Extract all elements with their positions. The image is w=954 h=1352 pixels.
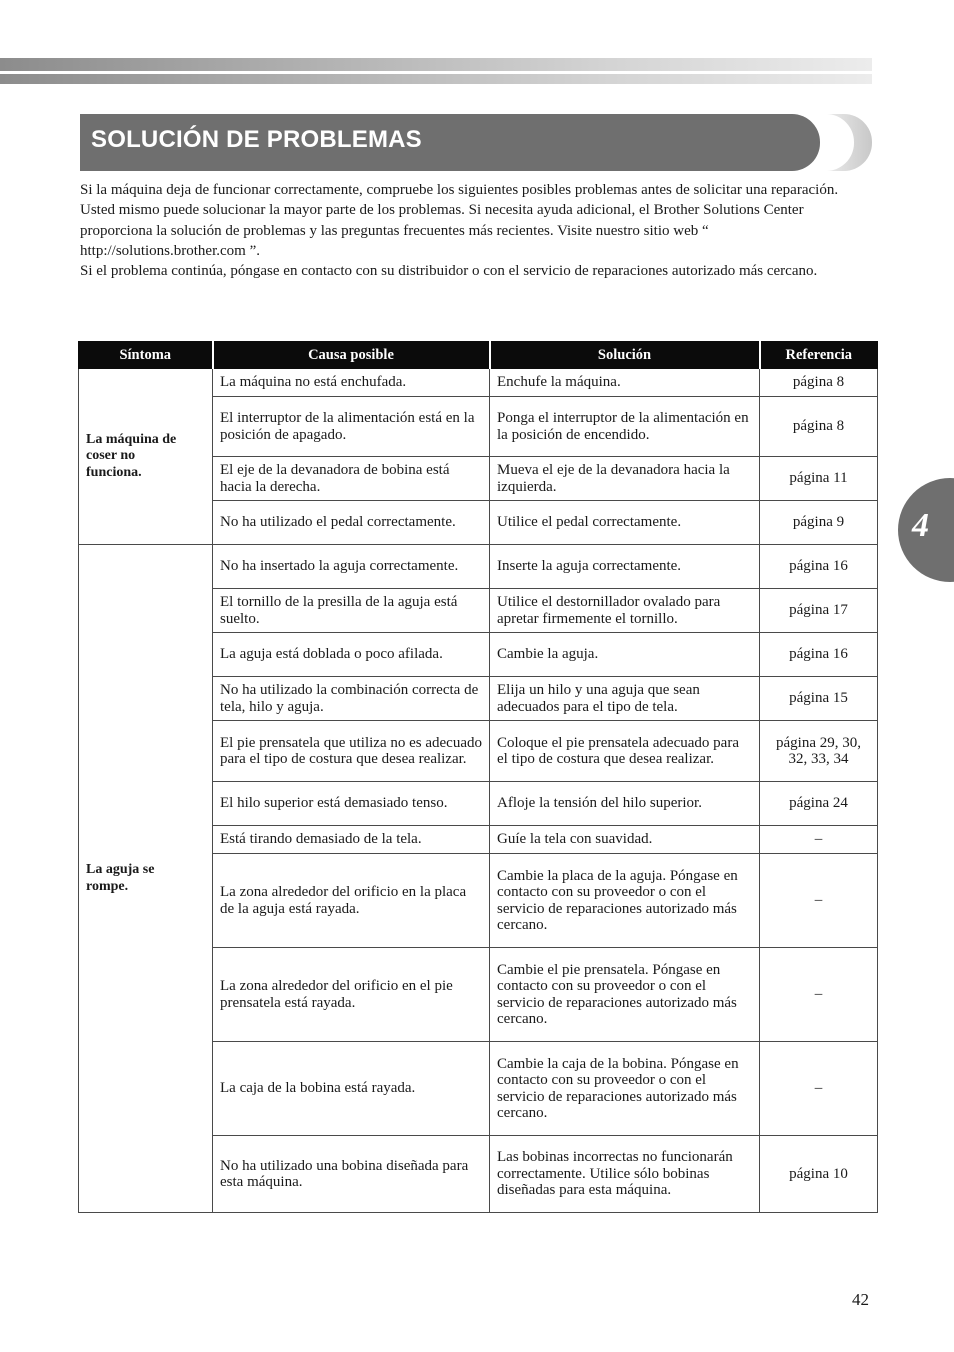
solution-cell: Mueva el eje de la devanadora hacia la izquierda.: [490, 457, 760, 501]
page-number: 42: [852, 1290, 869, 1309]
reference-cell: –: [760, 826, 878, 854]
reference-cell: –: [760, 1042, 878, 1136]
solution-cell: Coloque el pie prensatela adecuado para el tipo de costura que desea realizar.: [490, 721, 760, 782]
cause-cell: La caja de la bobina está rayada.: [213, 1042, 490, 1136]
intro-paragraph: Si la máquina deja de funcionar correctamente, compruebe los siguientes posibles problemas antes de solicitar una reparación.: [80, 182, 839, 198]
reference-cell: página 17: [760, 589, 878, 633]
symptom-cell: La aguja se rompe.: [79, 545, 213, 1213]
solution-cell: Utilice el destornillador ovalado para apretar firmemente el tornillo.: [490, 589, 760, 633]
cause-cell: La máquina no está enchufada.: [213, 369, 490, 397]
reference-cell: página 24: [760, 782, 878, 826]
column-header-symptom: Síntoma: [79, 342, 213, 369]
reference-cell: página 11: [760, 457, 878, 501]
solution-cell: Elija un hilo y una aguja que sean adecuados para el tipo de tela.: [490, 677, 760, 721]
cause-cell: El pie prensatela que utiliza no es adecuado para el tipo de costura que desea realizar.: [213, 721, 490, 782]
solution-cell: Afloje la tensión del hilo superior.: [490, 782, 760, 826]
symptom-cell: La máquina de coser no funciona.: [79, 369, 213, 545]
header-stripe-bottom: [0, 74, 872, 84]
intro-paragraph: Si el problema continúa, póngase en contacto con su distribuidor o con el servicio de reparaciones autorizado más cercano.: [80, 263, 818, 280]
troubleshooting-table: [78, 341, 878, 1213]
intro-paragraph: Usted mismo puede solucionar la mayor parte de los problemas. Si necesita ayuda adicional, el Brother Solutions Center proporciona la solución de problemas y las preguntas frecuentes más recientes. Visite nuestro sitio web “ http://solutions.brother.com ”.: [80, 202, 804, 259]
reference-cell: página 29, 30, 32, 33, 34: [760, 721, 878, 782]
header-stripe-top: [0, 58, 872, 71]
solution-cell: Las bobinas incorrectas no funcionarán correctamente. Utilice sólo bobinas diseñadas para esta máquina.: [490, 1136, 760, 1213]
cause-cell: No ha utilizado una bobina diseñada para esta máquina.: [213, 1136, 490, 1213]
reference-cell: –: [760, 854, 878, 948]
cause-cell: No ha utilizado el pedal correctamente.: [213, 501, 490, 545]
cause-cell: El interruptor de la alimentación está en la posición de apagado.: [213, 397, 490, 457]
table-header-row: [79, 342, 878, 369]
cause-cell: El hilo superior está demasiado tenso.: [213, 782, 490, 826]
reference-cell: página 9: [760, 501, 878, 545]
chapter-number: 4: [912, 507, 929, 544]
reference-cell: página 8: [760, 397, 878, 457]
cause-cell: El eje de la devanadora de bobina está hacia la derecha.: [213, 457, 490, 501]
solution-cell: Ponga el interruptor de la alimentación en la posición de encendido.: [490, 397, 760, 457]
cause-cell: La zona alrededor del orificio en el pie prensatela está rayada.: [213, 948, 490, 1042]
cause-cell: Está tirando demasiado de la tela.: [213, 826, 490, 854]
solution-cell: Guíe la tela con suavidad.: [490, 826, 760, 854]
cause-cell: El tornillo de la presilla de la aguja está suelto.: [213, 589, 490, 633]
section-title-banner: [80, 114, 872, 171]
intro-text: [80, 180, 875, 281]
column-header-solution: Solución: [490, 342, 760, 369]
reference-cell: página 16: [760, 633, 878, 677]
solution-cell: Cambie la placa de la aguja. Póngase en contacto con su proveedor o con el servicio de reparaciones autorizado más cercano.: [490, 854, 760, 948]
reference-cell: página 16: [760, 545, 878, 589]
solution-cell: Utilice el pedal correctamente.: [490, 501, 760, 545]
solution-cell: Inserte la aguja correctamente.: [490, 545, 760, 589]
page-title: SOLUCIÓN DE PROBLEMAS: [91, 126, 422, 153]
reference-cell: página 15: [760, 677, 878, 721]
reference-cell: página 8: [760, 369, 878, 397]
solution-cell: Cambie la caja de la bobina. Póngase en contacto con su proveedor o con el servicio de reparaciones autorizado más cercano.: [490, 1042, 760, 1136]
solution-cell: Cambie la aguja.: [490, 633, 760, 677]
cause-cell: No ha utilizado la combinación correcta de tela, hilo y aguja.: [213, 677, 490, 721]
reference-cell: página 10: [760, 1136, 878, 1213]
solution-cell: Cambie el pie prensatela. Póngase en contacto con su proveedor o con el servicio de reparaciones autorizado más cercano.: [490, 948, 760, 1042]
column-header-reference: Referencia: [760, 342, 878, 369]
table-row: [79, 369, 878, 397]
cause-cell: La zona alrededor del orificio en la placa de la aguja está rayada.: [213, 854, 490, 948]
cause-cell: No ha insertado la aguja correctamente.: [213, 545, 490, 589]
reference-cell: –: [760, 948, 878, 1042]
table-row: [79, 545, 878, 589]
cause-cell: La aguja está doblada o poco afilada.: [213, 633, 490, 677]
solution-cell: Enchufe la máquina.: [490, 369, 760, 397]
title-banner-bar: [80, 114, 820, 171]
column-header-cause: Causa posible: [213, 342, 490, 369]
